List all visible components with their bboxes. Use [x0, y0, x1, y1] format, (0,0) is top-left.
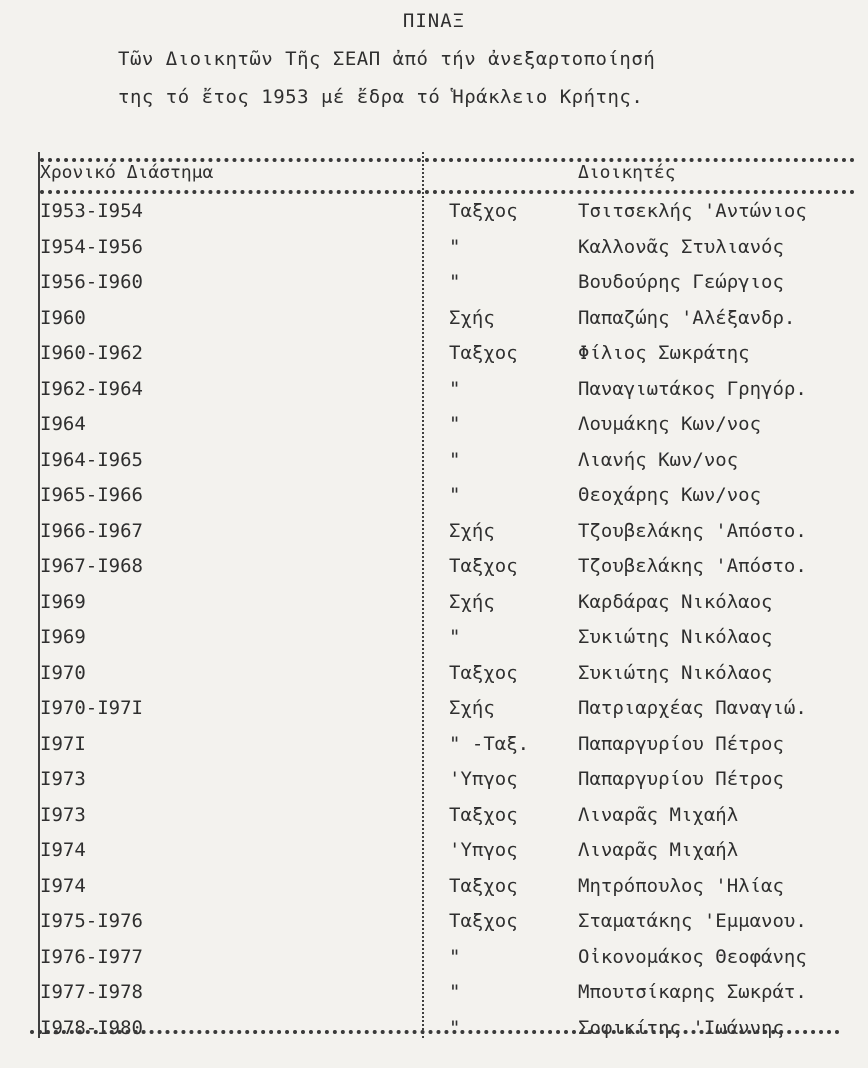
table-row	[0, 267, 868, 303]
commander-name-cell: Λιανής Κων/νος	[578, 448, 739, 471]
header-period: Χρονικό Διάστημα	[40, 162, 214, 183]
commander-name-cell: Μπουτσίκαρης Σωκράτ.	[578, 981, 807, 1003]
rank-cell: 'Υπγος	[449, 768, 518, 790]
rank-cell: "	[449, 413, 461, 435]
table-row	[0, 587, 868, 623]
period-cell: I974	[40, 874, 86, 897]
commander-name-cell: Τσιτσεκλής 'Αντώνιος	[578, 200, 807, 222]
rank-cell: "	[449, 626, 461, 648]
table-row	[0, 693, 868, 729]
commander-name-cell: Λιναρᾶς Μιχαήλ	[578, 839, 739, 861]
commander-name-cell: Πατριαρχέας Παναγιώ.	[578, 697, 807, 719]
table-row	[0, 977, 868, 1013]
period-cell: I960	[40, 306, 86, 329]
period-cell: I977-I978	[40, 981, 143, 1003]
commander-name-cell: Παναγιωτάκος Γρηγόρ.	[578, 377, 807, 400]
commander-name-cell: Οἰκονομάκος Θεοφάνης	[578, 945, 807, 968]
commander-name-cell: Σταματάκης 'Εμμανου.	[578, 910, 807, 932]
rank-cell: "	[449, 271, 461, 293]
rank-cell: Ταξχος	[449, 910, 518, 932]
commander-name-cell: Φίλιος Σωκράτης	[578, 342, 750, 364]
table-row	[0, 835, 868, 871]
commander-name-cell: Παπαργυρίου Πέτρος	[578, 732, 784, 755]
rank-cell: "	[449, 377, 461, 400]
rank-cell: Σχής	[449, 697, 495, 719]
period-cell: I965-I966	[40, 484, 143, 506]
period-cell: I974	[40, 839, 86, 861]
rank-cell: Ταξχος	[449, 342, 518, 364]
commander-name-cell: Θεοχάρης Κων/νος	[578, 484, 762, 506]
rank-cell: " -Ταξ.	[449, 732, 530, 755]
commander-name-cell: Καλλονᾶς Στυλιανός	[578, 235, 784, 258]
rank-cell: Ταξχος	[449, 555, 518, 577]
period-cell: I954-I956	[40, 235, 143, 258]
commander-name-cell: Λουμάκης Κων/νος	[578, 413, 762, 435]
period-cell: I976-I977	[40, 945, 143, 968]
commander-name-cell: Σοφικίτης 'Ιωάννης	[578, 1016, 784, 1039]
rank-cell: "	[449, 235, 461, 258]
table-row	[0, 906, 868, 942]
table-row	[0, 800, 868, 836]
rank-cell: Σχής	[449, 590, 495, 613]
rank-cell: Ταξχος	[449, 661, 518, 684]
table-row	[0, 338, 868, 374]
rank-cell: "	[449, 981, 461, 1003]
commanders-table-body	[0, 196, 868, 1048]
commander-name-cell: Καρδάρας Νικόλαος	[578, 590, 773, 613]
rank-cell: 'Υπγος	[449, 839, 518, 861]
table-row	[0, 196, 868, 232]
table-bottom-dotted-rule	[30, 1030, 840, 1034]
table-row	[0, 516, 868, 552]
table-row	[0, 303, 868, 339]
table-row	[0, 764, 868, 800]
table-row	[0, 658, 868, 694]
rank-cell: Σχής	[449, 519, 495, 542]
rank-cell: "	[449, 448, 461, 471]
commander-name-cell: Παπαζώης 'Αλέξανδρ.	[578, 306, 796, 329]
document-subtitle-line-2: της τό ἔτος 1953 μέ ἔδρα τό Ἡράκλειο Κρήτης.	[118, 86, 644, 108]
rank-cell: "	[449, 484, 461, 506]
commander-name-cell: Βουδούρης Γεώργιος	[578, 271, 784, 293]
document-subtitle-line-1: Τῶν Διοικητῶν Τῆς ΣΕΑΠ ἀπό τήν ἀνεξαρτοποίησή	[118, 48, 656, 70]
period-cell: I964-I965	[40, 448, 143, 471]
commander-name-cell: Τζουβελάκης 'Απόστο.	[578, 519, 807, 542]
table-row	[0, 480, 868, 516]
period-cell: I969	[40, 626, 86, 648]
commander-name-cell: Παπαργυρίου Πέτρος	[578, 768, 784, 790]
period-cell: I978-I980	[40, 1016, 143, 1039]
period-cell: I964	[40, 413, 86, 435]
table-row	[0, 942, 868, 978]
period-cell: I969	[40, 590, 86, 613]
table-row	[0, 729, 868, 765]
table-row	[0, 622, 868, 658]
period-cell: I967-I968	[40, 555, 143, 577]
period-cell: I975-I976	[40, 910, 143, 932]
table-row	[0, 409, 868, 445]
rank-cell: Ταξχος	[449, 874, 518, 897]
period-cell: I970	[40, 661, 86, 684]
commander-name-cell: Μητρόπουλος 'Ηλίας	[578, 874, 784, 897]
period-cell: I962-I964	[40, 377, 143, 400]
rank-cell: Ταξχος	[449, 803, 518, 826]
header-dotted-rule	[40, 190, 855, 194]
table-row	[0, 551, 868, 587]
table-row	[0, 445, 868, 481]
period-cell: I97I	[40, 732, 86, 755]
commander-name-cell: Συκιώτης Νικόλαος	[578, 626, 773, 648]
rank-cell: "	[449, 945, 461, 968]
period-cell: I970-I97I	[40, 697, 143, 719]
document-title: ΠΙΝΑΞ	[402, 10, 466, 32]
commander-name-cell: Λιναρᾶς Μιχαήλ	[578, 803, 739, 826]
header-commanders: Διοικητές	[578, 162, 676, 183]
table-row	[0, 232, 868, 268]
rank-cell: Σχής	[449, 306, 495, 329]
period-cell: I960-I962	[40, 342, 143, 364]
period-cell: I973	[40, 768, 86, 790]
commander-name-cell: Τζουβελάκης 'Απόστο.	[578, 555, 807, 577]
commander-name-cell: Συκιώτης Νικόλαος	[578, 661, 773, 684]
period-cell: I966-I967	[40, 519, 143, 542]
rank-cell: Ταξχος	[449, 200, 518, 222]
table-row	[0, 871, 868, 907]
period-cell: I956-I960	[40, 271, 143, 293]
table-row	[0, 374, 868, 410]
period-cell: I953-I954	[40, 200, 143, 222]
period-cell: I973	[40, 803, 86, 826]
rank-cell: "	[449, 1016, 461, 1039]
